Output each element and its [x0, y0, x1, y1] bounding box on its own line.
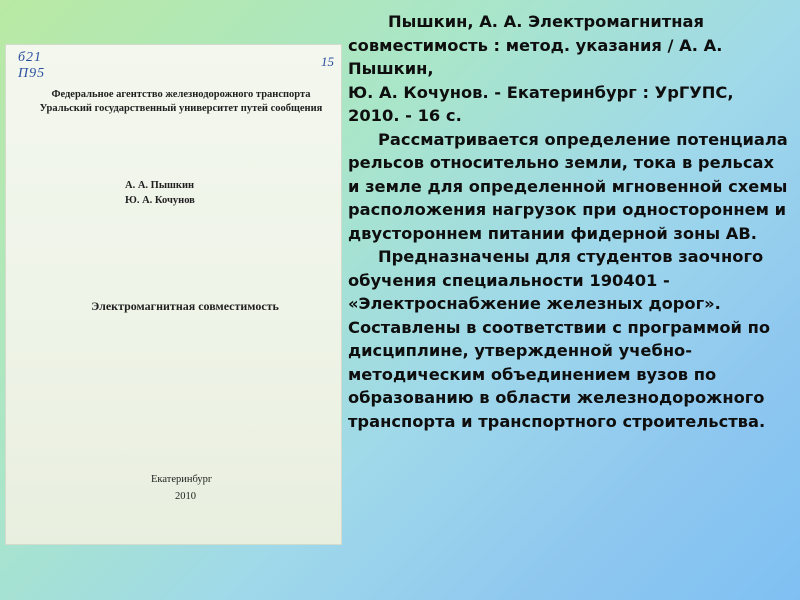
cover-title: Электромагнитная совместимость: [91, 299, 279, 313]
handwritten-code-2: П95: [18, 66, 46, 81]
desc-line-5: 2010. - 16 с.: [348, 106, 462, 125]
desc-line-3: Пышкин,: [348, 59, 434, 78]
desc-paragraph-2: Предназначены для студентов заочного обучения специальности 190401 - «Электроснабжение железных дорог». Составлены в соответствии с программой по дисциплине, утвержденной учебно-методическим объединением вузов по образованию в области железнодорожного транспорта и транспортного строительства.: [348, 247, 771, 431]
book-cover-image: [5, 44, 342, 545]
desc-line-1: Пышкин, А. А. Электромагнитная: [388, 12, 704, 31]
cover-year: 2010: [175, 491, 196, 502]
handwritten-code-1: б21: [18, 50, 43, 65]
cover-agency: Федеральное агентство железнодорожного транспорта: [51, 89, 311, 100]
desc-line-2: совместимость : метод. указания / А. А.: [348, 35, 723, 55]
cover-author-1: А. А. Пышкин: [125, 180, 195, 191]
desc-paragraph-1: Рассматривается определение потенциала рельсов относительно земли, тока в рельсах и земле для определенной мгновенной схемы расположения нагрузок при одностороннем и двустороннем питании фидерной зоны АВ.: [348, 129, 788, 243]
handwritten-number: 15: [321, 54, 334, 69]
cover-university: Уральский государственный университет путей сообщения: [39, 103, 323, 114]
desc-line-4: Ю. А. Кочунов. - Екатеринбург : УрГУПС,: [348, 82, 734, 102]
cover-author-2: Ю. А. Кочунов: [125, 195, 195, 206]
cover-city: Екатеринбург: [151, 474, 213, 485]
bibliographic-description: [348, 10, 788, 433]
